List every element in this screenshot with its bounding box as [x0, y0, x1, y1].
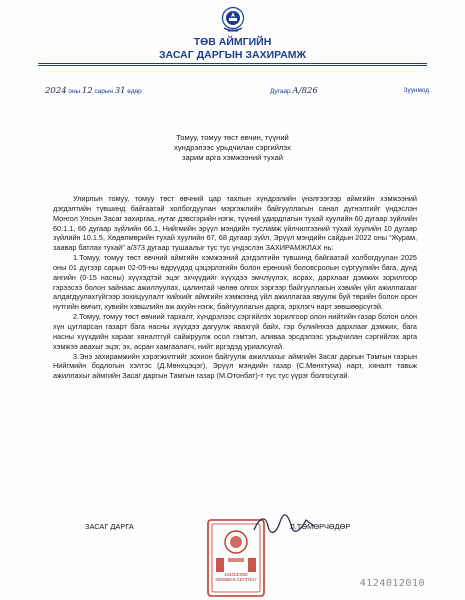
registration-number: 4124012010	[359, 578, 425, 589]
number-value: А/826	[292, 86, 318, 96]
stamp-code-1: 1434120005	[224, 572, 248, 577]
preamble-paragraph: Улирлын томуу, томуу төст өвчний цар тахлын хүндрэлийн үнэлгээгээр аймгийн хэмжээний дэгдэлтийн түвшинд байгаатай холбогдуулан мэргэжлийн байгууллагын санал дүгнэлтийг үндэслэн Монгол Улсын Засаг захиргаа, нутаг дэвсгэрийн нэгж, түүний удирдлагын тухай хуулийн 60 дугаар зүйлийн 60.1.1, 66 дугаар зүйлийн 66.1, Нийгмийн эрүүл мэндийн тусламж үйлчилгээний тухай хуулийн 10 дугаар зүйлийн 10.1.5, Хөдөлмөрийн тухай хуулийн 67, 68 дугаар зүйл, Эрүүл мэндийн сайдын 2022 оны “Журам, заавар батлах тухай” а/373 дугаар тушаалыг тус тус үндэслэн ЗАХИРАМЖЛАХ нь:	[53, 194, 417, 253]
date-month-suffix: сарын	[92, 88, 115, 95]
header-divider	[38, 63, 427, 64]
order-paragraph-1: 1.Томуу, томуу төст өвчний аймгийн хэмжээний дэгдэлтийн түвшинд байгаатай холбогдуулан 2025 оны 01 дүгээр сарын 02-05-ны өдрүүдэд цэцэрлэгийн болон ерөнхий боловсролын сургуулийн бага, дунд ангийн (0-15 насны) хүүхэдтэй эцэг эхчүүдийг хүүхдээ эмчлүүлэх, асрах, дархлааг дэмжих зорилгоор гэрээсээ болон зайнаас ажиллуулах, цалинтай чөлөө олгох зэргээр байгууллагын хэвийн үйл ажиллагааг алдагдуулахгүйгээр зохицуулалт хийхийг аймгийн хэмжээнд үйл ажиллагаа явуулж буй төрийн болон орон нутгийн өмчит, хувийн хэвшлийн аж ахуйн нэгж, байгууллагын дарга, эрхлэгч нарт зөвшөөрсүгэй.	[53, 253, 417, 312]
signatory-title: ЗАСАГ ДАРГА	[85, 522, 134, 531]
org-line-2: ЗАСАГ ДАРГЫН ЗАХИРАМЖ	[158, 48, 307, 61]
document-number	[270, 86, 318, 96]
order-paragraph-3: 3.Энэ захирамжийн хэрэгжилтийг зохион байгуулж ажиллахыг аймгийн Засаг даргын Тамгын газрын Нийгмийн бодлогын хэлтэс (Д.Мөнхцэцэг), Эрүүл мэндийн газар (С.Мөнхтуяа) нарт, хяналт тавьж ажиллахыг аймгийн Засаг даргын Тамгын газар (М.Отонбат)-т тус тус үүрэг болгосугай.	[53, 351, 417, 381]
order-paragraph-2: 2.Томуу, томуу төст өвчний тархалт, хүндрэлээс сэргийлэх зорилгоор олон нийтийн газар болон олон хүн цугларсан газарт бага насны хүүхдээ дагуулж явахгүй байх, гэр бүлийнхээ дархлааг дэмжих, бага насны хүүхдийн харааг хяналтгүй сайжруулж осол гэмтэл, аливаа эрсдэлээс урьдчилан сэргийлэх арга хэмжээ авахыг эцэг, эх, асран хамгаалагч, нийт иргэдэд уриалсугай.	[53, 312, 417, 351]
stamp-codes	[214, 572, 258, 582]
number-label: Дугаар	[270, 88, 293, 95]
title-line-2: хүндрэлээс урьдчилан сэргийлэх	[174, 143, 291, 152]
date-day: 31	[114, 86, 126, 96]
document-date	[45, 86, 142, 96]
document-place: Зуунмод	[403, 87, 429, 94]
org-line-1: ТӨВ АЙМГИЙН	[193, 36, 272, 48]
document-title	[0, 133, 465, 163]
state-emblem-icon	[220, 6, 246, 34]
date-day-suffix: өдөр	[125, 88, 142, 95]
header-divider-secondary	[38, 65, 427, 66]
stamp-code-2: 9035058-К-СВ737517	[215, 577, 257, 583]
title-line-3: зарим арга хэмжээний тухай	[182, 153, 283, 162]
issuing-authority	[0, 36, 465, 61]
title-line-1: Томуу, томуу төст өвчин, түүний	[176, 133, 289, 142]
date-year: 2024	[45, 86, 67, 96]
document-body	[53, 194, 417, 381]
date-month: 12	[81, 86, 93, 96]
date-year-suffix: оны	[66, 88, 82, 95]
signatory-name: Л.ТӨМӨРЧӨДӨР	[290, 522, 351, 531]
